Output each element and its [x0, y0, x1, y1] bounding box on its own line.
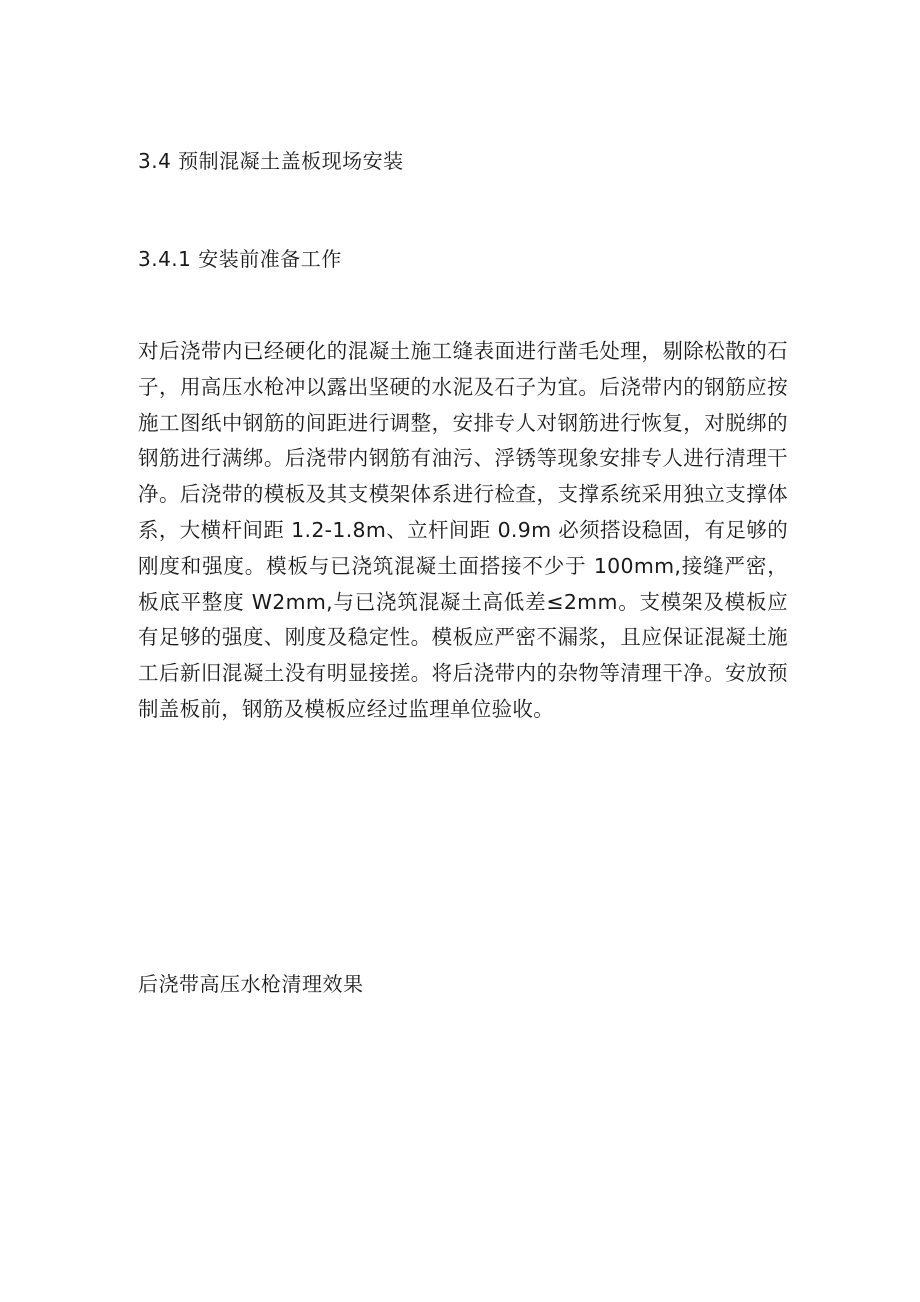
body-paragraph: 对后浇带内已经硬化的混凝土施工缝表面进行凿毛处理，剔除松散的石子，用高压水枪冲以露出坚硬的水泥及石子为宜。后浇带内的钢筋应按施工图纸中钢筋的间距进行调整，安排专人对钢筋进行恢复，对脱绑的钢筋进行满绑。后浇带内钢筋有油污、浮锈等现象安排专人进行清理干净。后浇带的模板及其支模架体系进行检查，支撑系统采用独立支撑体系，大横杆间距 1.2-1.8m、立杆间距 0.9m 必须搭设稳固，有足够的刚度和强度。模板与已浇筑混凝土面搭接不少于 100mm,接缝严密，板底平整度 W2mm,与已浇筑混凝土高低差≤2mm。支模架及模板应有足够的强度、刚度及稳定性。模板应严密不漏浆，且应保证混凝土施工后新旧混凝土没有明显接搓。将后浇带内的杂物等清理干净。安放预制盖板前，钢筋及模板应经过监理单位验收。	[138, 339, 788, 721]
subsection-heading: 3.4.1 安装前准备工作	[138, 247, 342, 271]
figure-caption: 后浇带高压水枪清理效果	[138, 972, 364, 996]
section-heading: 3.4 预制混凝土盖板现场安装	[138, 149, 404, 173]
